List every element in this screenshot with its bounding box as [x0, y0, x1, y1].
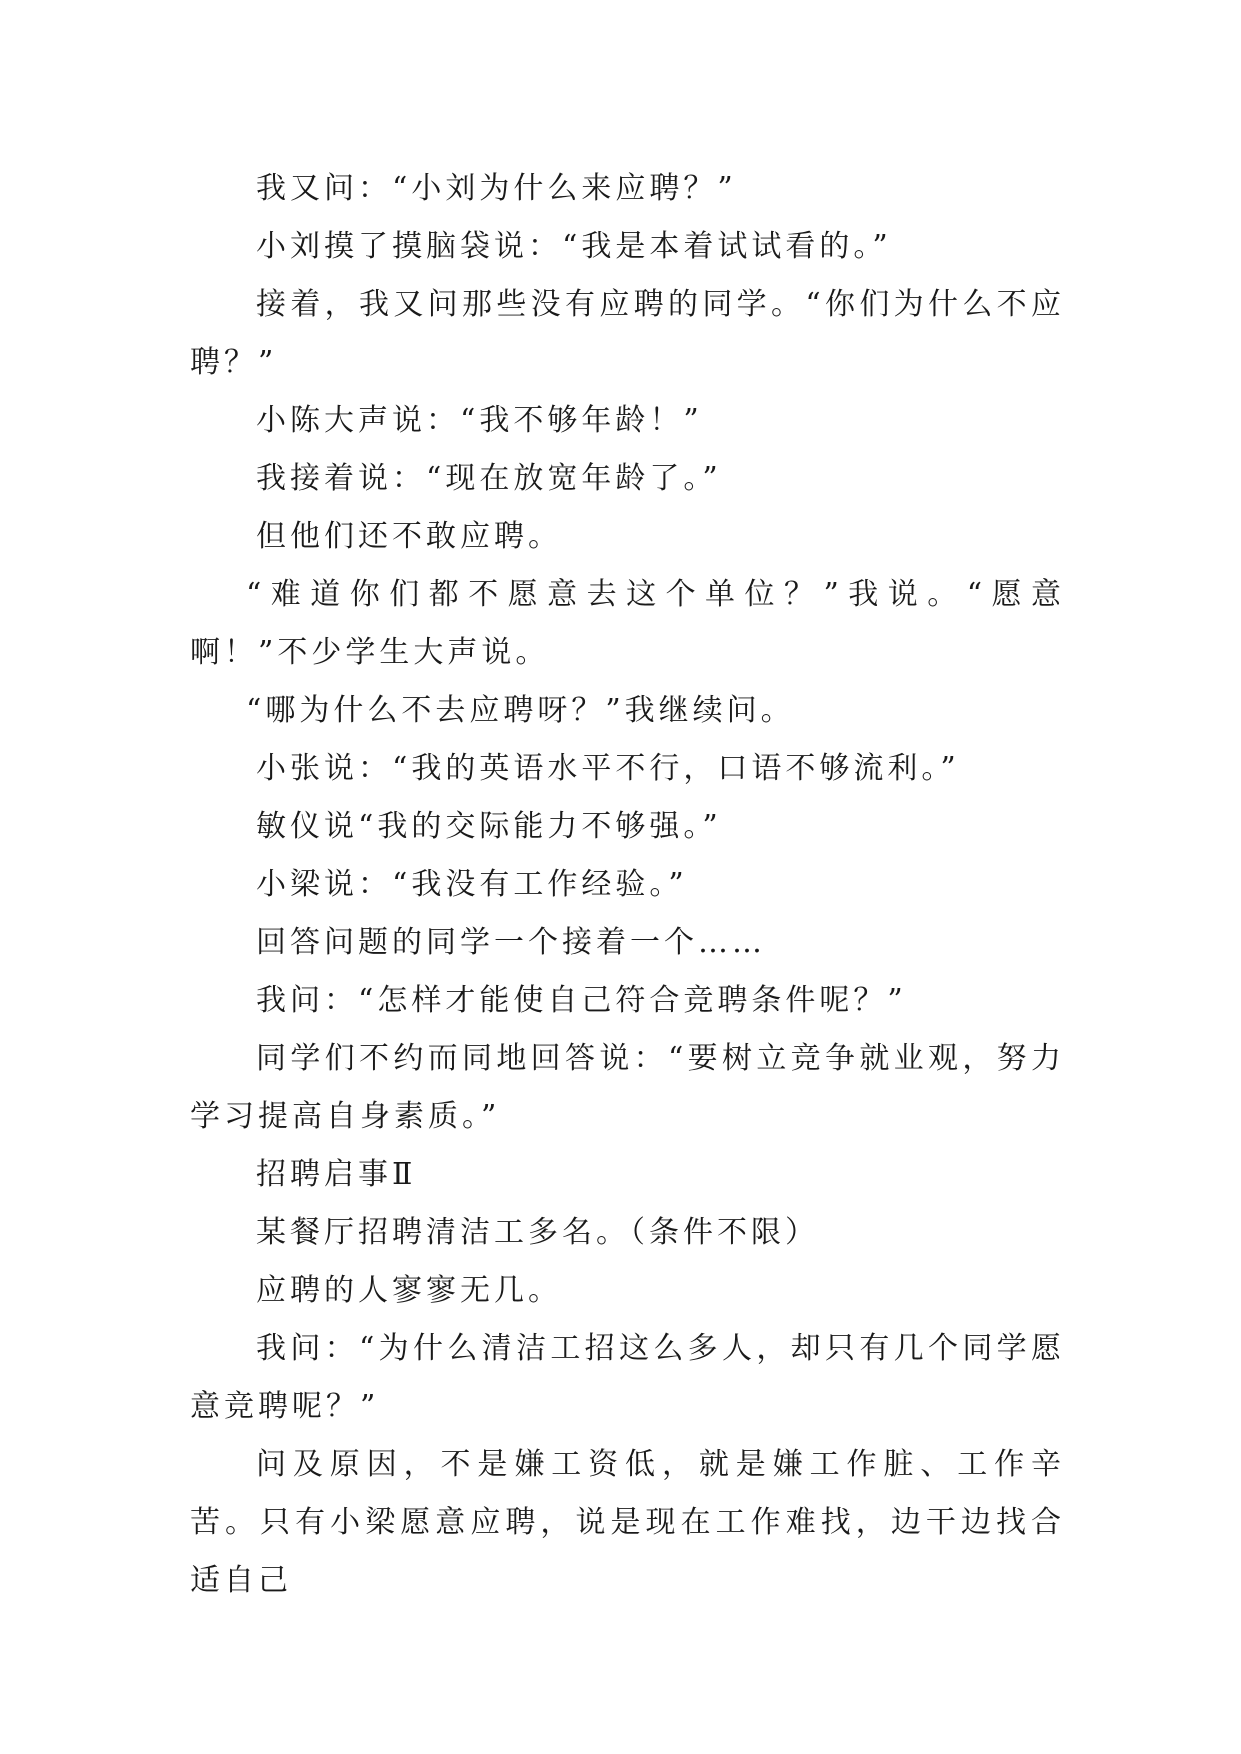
paragraph: 问及原因，不是嫌工资低，就是嫌工作脏、工作辛苦。只有小梁愿意应聘，说是现在工作难找，边干边找合适自己 — [190, 1447, 1065, 1598]
paragraph: 我问：“为什么清洁工招这么多人，却只有几个同学愿意竞聘呢？” — [190, 1331, 1065, 1424]
paragraph: 回答问题的同学一个接着一个…… — [256, 925, 766, 960]
paragraph: 我问：“怎样才能使自己符合竞聘条件呢？” — [256, 983, 907, 1018]
section-heading: 招聘启事Ⅱ — [256, 1157, 417, 1192]
paragraph: 小张说：“我的英语水平不行，口语不够流利。” — [256, 751, 960, 786]
paragraph: 但他们还不敢应聘。 — [256, 519, 562, 554]
document-body — [190, 160, 1065, 1610]
paragraph: 同学们不约而同地回答说：“要树立竞争就业观，努力学习提高自身素质。” — [190, 1041, 1065, 1134]
paragraph: 某餐厅招聘清洁工多名。（条件不限） — [256, 1215, 819, 1250]
paragraph: 我接着说：“现在放宽年龄了。” — [256, 461, 722, 496]
paragraph: 小陈大声说：“我不够年龄！” — [256, 403, 703, 438]
paragraph: 小梁说：“我没有工作经验。” — [256, 867, 688, 902]
paragraph: “哪为什么不去应聘呀？”我继续问。 — [246, 693, 795, 728]
paragraph: 小刘摸了摸脑袋说：“我是本着试试看的。” — [256, 229, 892, 264]
paragraph: 敏仪说“我的交际能力不够强。” — [256, 809, 722, 844]
paragraph: 应聘的人寥寥无几。 — [256, 1273, 562, 1308]
paragraph: 我又问：“小刘为什么来应聘？” — [256, 171, 737, 206]
paragraph: “难道你们都不愿意去这个单位？”我说。“愿意啊！”不少学生大声说。 — [190, 577, 1065, 670]
paragraph: 接着，我又问那些没有应聘的同学。“你们为什么不应聘？” — [190, 287, 1065, 380]
